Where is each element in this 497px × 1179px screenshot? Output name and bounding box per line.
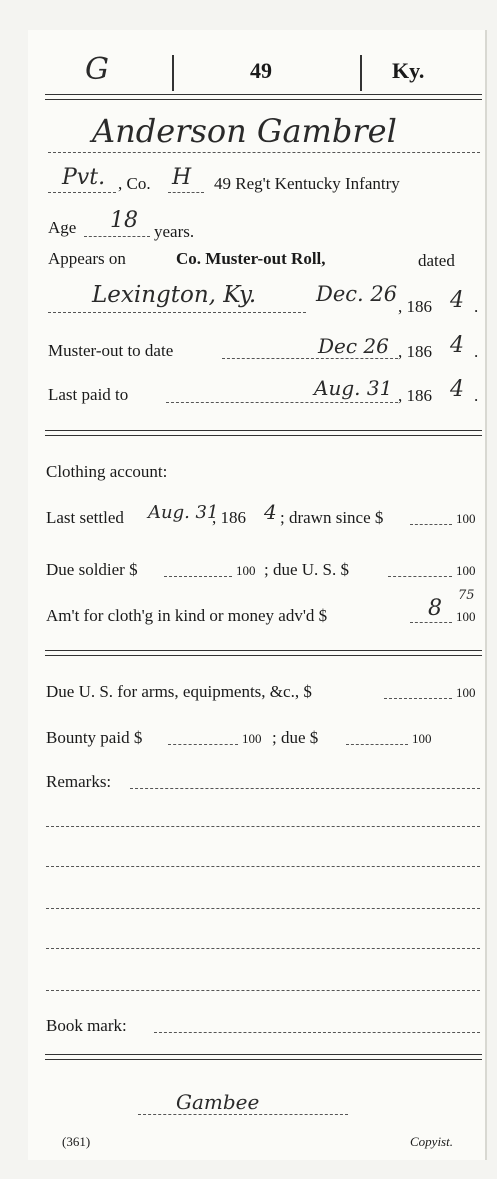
header-rule-1 <box>45 94 482 95</box>
drawn-since-line <box>410 524 452 525</box>
due-soldier-label: Due soldier $ <box>46 560 138 579</box>
company: H <box>172 165 192 190</box>
section-rule-1b <box>45 435 482 436</box>
due-us-arms-label: Due U. S. for arms, equipments, &c., $ <box>46 682 312 701</box>
remarks-label: Remarks: <box>46 772 112 791</box>
name-line <box>48 152 480 153</box>
section-rule-2b <box>45 655 482 656</box>
header-rule-2 <box>45 99 482 100</box>
muster-out-year-digit: 4 <box>450 333 464 358</box>
book-mark-label: Book mark: <box>46 1016 127 1035</box>
dated-label: dated <box>418 251 455 270</box>
last-settled-label: Last settled <box>46 508 124 527</box>
appears-on-label: Appears on <box>48 249 126 268</box>
roll-year-prefix: , 186 <box>398 297 432 316</box>
roll-year-digit: 4 <box>450 288 464 313</box>
amt-cloth-cents-hand: 75 <box>458 588 475 603</box>
last-paid-line <box>166 402 398 403</box>
clothing-account-label: Clothing account: <box>46 462 168 481</box>
company-letter: G <box>85 52 109 87</box>
roll-year-end: . <box>474 297 479 316</box>
bounty-due-label: ; due $ <box>272 728 319 747</box>
due-us-arms-cents: 100 <box>456 685 476 700</box>
section-rule-3b <box>45 1059 482 1060</box>
years-label: years. <box>154 222 195 241</box>
last-paid-label: Last paid to <box>48 385 129 404</box>
copyist-label: Copyist. <box>410 1134 453 1149</box>
section-rule-1a <box>45 430 482 431</box>
age-line <box>84 236 150 237</box>
age-label: Age <box>48 218 77 237</box>
last-paid-date: Aug. 31 <box>314 376 393 400</box>
due-soldier-line <box>164 576 232 577</box>
due-us-line <box>388 576 452 577</box>
copyist-line <box>138 1114 348 1115</box>
muster-out-year-prefix: , 186 <box>398 342 432 361</box>
soldier-name: Anderson Gambrel <box>92 112 397 150</box>
drawn-since-cents: 100 <box>456 511 476 526</box>
amt-cloth-cents: 100 <box>456 609 476 624</box>
muster-out-label: Muster-out to date <box>48 341 174 360</box>
last-paid-year-digit: 4 <box>450 377 464 402</box>
roll-date: Dec. 26 <box>316 282 398 306</box>
due-us-cents: 100 <box>456 563 476 578</box>
bounty-paid-line <box>168 744 238 745</box>
due-us-label: ; due U. S. $ <box>264 560 349 579</box>
section-rule-3a <box>45 1054 482 1055</box>
remarks-line-6 <box>46 990 480 991</box>
rank: Pvt. <box>62 165 106 190</box>
remarks-line-3 <box>46 866 480 867</box>
drawn-since-label: ; drawn since $ <box>280 508 384 527</box>
last-settled-year-digit: 4 <box>264 500 277 524</box>
section-rule-2a <box>45 650 482 651</box>
last-settled-date: Aug. 31 <box>148 502 219 523</box>
header-divider-left <box>172 55 174 91</box>
last-settled-year-prefix: , 186 <box>212 508 246 527</box>
rank-line <box>48 192 116 193</box>
remarks-line-4 <box>46 908 480 909</box>
copyist-signature: Gambee <box>176 1090 260 1114</box>
remarks-line-1 <box>130 788 480 789</box>
form-number: (361) <box>62 1134 91 1149</box>
book-mark-line <box>154 1032 480 1033</box>
state-abbrev: Ky. <box>392 58 425 83</box>
amt-cloth-dollars: 8 <box>428 596 442 621</box>
co-label: , Co. <box>118 174 151 193</box>
roll-place: Lexington, Ky. <box>92 282 257 308</box>
amt-cloth-line <box>410 622 452 623</box>
remarks-line-2 <box>46 826 480 827</box>
company-line <box>168 192 204 193</box>
regiment-name: 49 Reg't Kentucky Infantry <box>214 174 400 193</box>
muster-out-line <box>222 358 398 359</box>
amt-cloth-label: Am't for cloth'g in kind or money adv'd $ <box>46 606 328 625</box>
header-divider-right <box>360 55 362 91</box>
last-paid-end: . <box>474 386 479 405</box>
bounty-due-cents: 100 <box>412 731 432 746</box>
muster-out-date: Dec 26 <box>318 334 389 358</box>
bounty-due-line <box>346 744 408 745</box>
last-paid-year-prefix: , 186 <box>398 386 432 405</box>
due-soldier-cents: 100 <box>236 563 256 578</box>
bounty-paid-label: Bounty paid $ <box>46 728 143 747</box>
roll-place-line <box>48 312 306 313</box>
remarks-line-5 <box>46 948 480 949</box>
due-us-arms-line <box>384 698 452 699</box>
regiment-number: 49 <box>250 58 272 83</box>
roll-type: Co. Muster-out Roll, <box>176 249 326 268</box>
bounty-paid-cents: 100 <box>242 731 262 746</box>
muster-out-end: . <box>474 342 479 361</box>
age-value: 18 <box>110 208 138 233</box>
